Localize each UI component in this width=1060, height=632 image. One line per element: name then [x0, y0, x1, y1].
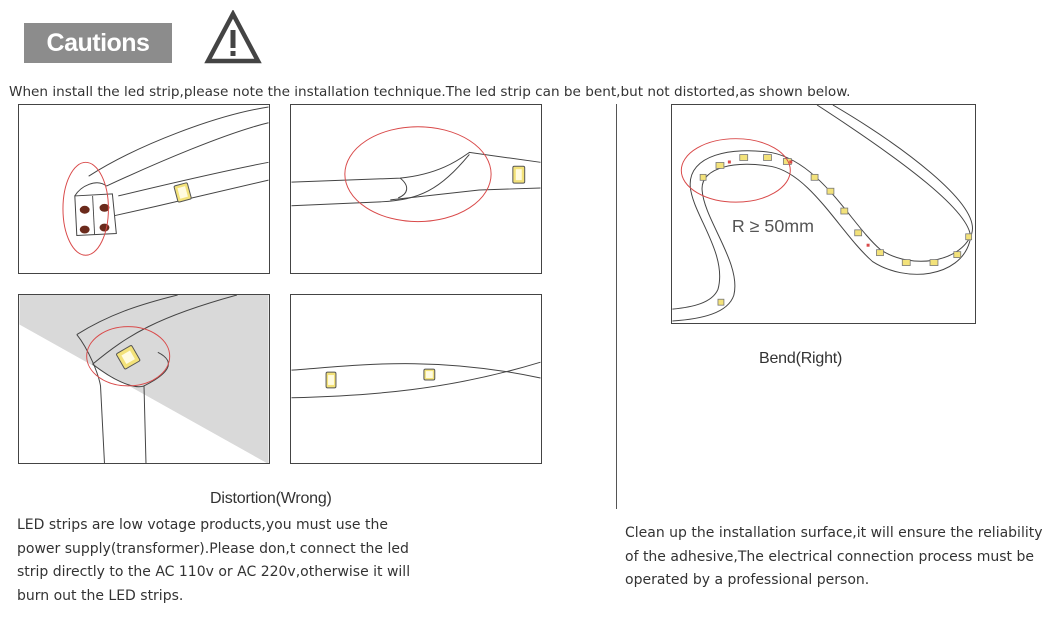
- paragraph-line: burn out the LED strips.: [17, 587, 184, 604]
- led-chip-icon: [326, 372, 336, 388]
- bend-caption: Bend(Right): [759, 350, 843, 367]
- left-paragraph: [17, 514, 410, 608]
- paragraph-line: operated by a professional person.: [625, 572, 870, 588]
- led-chip-icon: [174, 183, 192, 203]
- wrong-panel-strip-end: [18, 104, 270, 274]
- intro-text: When install the led strip,please note the installation technique.The led strip can be bent,but not distorted,as shown below.: [9, 84, 851, 100]
- warning-triangle-icon: [204, 10, 262, 66]
- paragraph-line: strip directly to the AC 110v or AC 220v,otherwise it will: [17, 564, 411, 580]
- led-chip-icon: [424, 369, 435, 380]
- distortion-caption: Distortion(Wrong): [210, 490, 332, 507]
- right-paragraph: [625, 522, 1043, 593]
- led-chip-icon: [513, 166, 525, 183]
- right-panel-bend: [671, 104, 976, 324]
- paragraph-line: power supply(transformer).Please don,t connect the led: [17, 540, 409, 557]
- paragraph-line: Clean up the installation surface,it will ensure the reliability: [625, 525, 1043, 541]
- wrong-panel-corner-fold: [18, 294, 270, 464]
- wrong-panel-end-twist: [290, 294, 542, 464]
- wrong-panel-twisted: [290, 104, 542, 274]
- cautions-title: Cautions: [24, 23, 172, 63]
- vertical-divider: [616, 104, 617, 509]
- radius-label: R ≥ 50mm: [731, 215, 814, 236]
- paragraph-line: of the adhesive,The electrical connection process must be: [625, 548, 1034, 565]
- paragraph-line: LED strips are low votage products,you must use the: [17, 517, 388, 533]
